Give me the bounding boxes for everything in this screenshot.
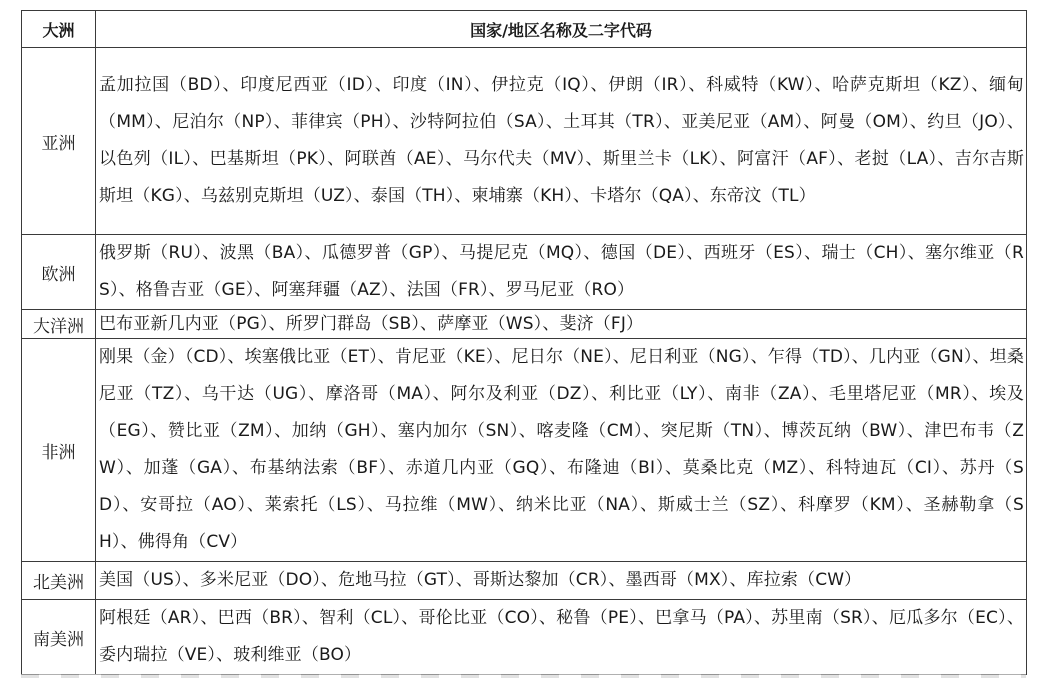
countries-cell: 刚果（金）（CD）、埃塞俄比亚（ET）、肯尼亚（KE）、尼日尔（NE）、尼日利亚（NG）、乍得（TD）、几内亚（GN）、坦桑尼亚（TZ）、乌干达（UG）、摩洛哥（MA）、阿尔及利亚（DZ）、利比亚（LY）、南非（ZA）、毛里塔尼亚（MR）、埃及（EG）、赞比亚（ZM）、加纳（GH）、塞内加尔（SN）、喀麦隆（CM）、突尼斯（TN）、博茨瓦纳（BW）、津巴布韦（ZW）、加蓬（GA）、布基纳法索（BF）、赤道几内亚（GQ）、布隆迪（BI）、莫桑比克（MZ）、科特迪瓦（CI）、苏丹（SD）、安哥拉（AO）、莱索托（LS）、马拉维（MW）、纳米比亚（NA）、斯威士兰（SZ）、科摩罗（KM）、圣赫勒拿（SH）、佛得角（CV） — [96, 339, 1027, 562]
table-row-north-america — [22, 562, 1027, 600]
continent-cell: 非洲 — [22, 339, 96, 562]
scan-edge-artifact — [21, 674, 1026, 678]
countries-cell: 俄罗斯（RU）、波黑（BA）、瓜德罗普（GP）、马提尼克（MQ）、德国（DE）、西班牙（ES）、瑞士（CH）、塞尔维亚（RS）、格鲁吉亚（GE）、阿塞拜疆（AZ）、法国（FR）、罗马尼亚（RO） — [96, 235, 1027, 310]
table-row-oceania — [22, 310, 1027, 339]
continent-cell: 南美洲 — [22, 600, 96, 675]
table-row-south-america — [22, 600, 1027, 675]
country-code-table-container — [21, 10, 1026, 675]
countries-cell: 美国（US）、多米尼亚（DO）、危地马拉（GT）、哥斯达黎加（CR）、墨西哥（MX）、库拉索（CW） — [96, 562, 1027, 600]
table-header-row — [22, 11, 1027, 48]
country-code-table — [21, 10, 1027, 675]
countries-cell: 阿根廷（AR）、巴西（BR）、智利（CL）、哥伦比亚（CO）、秘鲁（PE）、巴拿马（PA）、苏里南（SR）、厄瓜多尔（EC）、委内瑞拉（VE）、玻利维亚（BO） — [96, 600, 1027, 675]
table-row-europe — [22, 235, 1027, 310]
continent-cell: 大洋洲 — [22, 310, 96, 339]
header-continent: 大洲 — [22, 11, 96, 48]
continent-cell: 欧洲 — [22, 235, 96, 310]
table-row-asia — [22, 48, 1027, 235]
continent-cell: 亚洲 — [22, 48, 96, 235]
countries-cell: 巴布亚新几内亚（PG）、所罗门群岛（SB）、萨摩亚（WS）、斐济（FJ） — [96, 310, 1027, 339]
countries-cell: 孟加拉国（BD）、印度尼西亚（ID）、印度（IN）、伊拉克（IQ）、伊朗（IR）、科威特（KW）、哈萨克斯坦（KZ）、缅甸（MM）、尼泊尔（NP）、菲律宾（PH）、沙特阿拉伯（SA）、土耳其（TR）、亚美尼亚（AM）、阿曼（OM）、约旦（JO）、以色列（IL）、巴基斯坦（PK）、阿联酋（AE）、马尔代夫（MV）、斯里兰卡（LK）、阿富汗（AF）、老挝（LA）、吉尔吉斯斯坦（KG）、乌兹别克斯坦（UZ）、泰国（TH）、柬埔寨（KH）、卡塔尔（QA）、东帝汶（TL） — [96, 48, 1027, 235]
table-row-africa — [22, 339, 1027, 562]
continent-cell: 北美洲 — [22, 562, 96, 600]
header-countries: 国家/地区名称及二字代码 — [96, 11, 1027, 48]
